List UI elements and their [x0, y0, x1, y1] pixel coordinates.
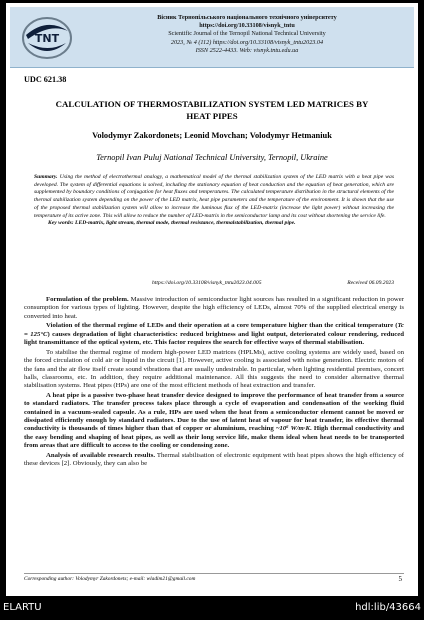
formula-critical-temp: Tc = 125°C — [24, 322, 404, 338]
handle-label: hdl:lib/43664 — [355, 602, 421, 613]
university-logo-icon — [20, 15, 74, 61]
keywords-text: LED-matrix, light stream, thermal mode, thermal resistance, thermalstabilization, thermal pipe. — [75, 220, 296, 227]
journal-doi-link[interactable]: https://doi.org/10.33108/visnyk_tntu — [199, 22, 295, 30]
keywords-label: Key words: — [48, 220, 74, 227]
repository-label: ELARTU — [3, 602, 42, 613]
article-affiliation: Ternopil Ivan Puluj National Technical University, Ternopil, Ukraine — [96, 153, 328, 162]
paragraph-formulation: Formulation of the problem. Massive introduction of semiconductor light sources has resulted in a significant reduction in power consumption for various types of lighting. However, despite the high efficiency of LEDs, almost 70% of the supplied electrical energy is converted into heat. — [24, 296, 404, 320]
paragraph-analysis: Analysis of available research results. Thermal stabilisation of electronic equipment with heat pipes shows the high efficiency of these devices [2]. Obviously, they can also be — [24, 451, 405, 468]
page-footer — [24, 576, 404, 586]
received-date: Received 06.09.2023 — [347, 280, 394, 286]
paragraph-heat-pipe: A heat pipe is a passive two-phase heat transfer device designed to improve the performance of heat transfer from a source to standard radiators. The transfer process takes place through a cycle of evaporation and condensation of the working fluid contained in a vacuum-sealed capsule. As a rule, HPs are used when the heat from a semiconductor element cannot be moved or dissipated efficiently enough by standard radiators. Due to the use of latent heat of vapour for heat transfer, its effective thermal conductivity is thousands of times higher than that of copper or aluminium, reaching ~10⁶ W/m·K. High thermal conductivity and the easy bending and shaping of heat pipes, as well as their long service life, make them ideal when heat needs to be transported from areas that are difficult to access to the cooling or condensing zone. — [24, 392, 404, 449]
article-meta — [34, 280, 394, 290]
abstract-label: Summary. — [34, 174, 58, 180]
article-body — [24, 296, 404, 470]
journal-title-en: Scientific Journal of the Ternopil National Technical University — [168, 30, 326, 38]
journal-title-ua: Вісник Тернопільського національного технічного університету — [157, 14, 337, 21]
article-doi-link[interactable]: https://doi.org/10.33108/visnyk_tntu2023.04.005 — [152, 280, 262, 286]
article-authors: Volodymyr Zakordonets; Leonid Movchan; Volodymyr Hetmaniuk — [92, 131, 332, 140]
corresponding-author: Corresponding author: Volodymyr Zakordonets; e-mail: wladim21@gmail.com — [24, 576, 196, 582]
paragraph-violation: Violation of the thermal regime of LEDs and their operation at a core temperature higher than the critical temperature (Tc = 125°C) causes degradation of light characteristics: reduced brightness and light output, deteriorated colour rendering, reduced light transmittance of the optical system, etc. This factor requires the search for effective ways of thermal stabilisation. — [24, 322, 404, 347]
section-heading-analysis: Analysis of available research results. — [46, 451, 156, 459]
journal-header-text — [82, 14, 412, 55]
issn-web: ISSN 2522-4433. Web: visnyk.tntu.edu.ua — [195, 46, 299, 54]
paragraph-active-cooling: To stabilise the thermal regime of modern high-power LED matrices (HPLMs), active cooling systems are widely used, based on the forced circulation of cold air or liquid in the circuit [1]. However, active cooling is associated with noise generation. Electric motors of the fans and the air flow itself create sound vibrations that are usually undesirable. In particular, when lighting residential premises, concert halls, classrooms, etc. In addition, they require additional maintenance. All this suggests the need to consider alternative thermal stabilisation systems. Heat pipes (HPs) are one of the most efficient methods of heat extraction and transfer. — [24, 348, 404, 390]
article-page — [6, 3, 418, 596]
article-title: CALCULATION OF THERMOSTABILIZATION SYSTEM LED MATRICES BY HEAT PIPES — [55, 99, 369, 121]
udc-code: UDC 621.38 — [24, 75, 67, 84]
footer-divider — [24, 573, 404, 574]
section-heading-formulation: Formulation of the problem. — [46, 296, 129, 303]
page-number: 5 — [398, 575, 402, 583]
svg-text:TNT: TNT — [34, 32, 60, 45]
journal-header — [10, 7, 414, 68]
abstract-text: Using the method of electrothermal analogy, a mathematical model of the thermal stabilization system of the LED matrix with a heat pipe was developed. The system of differential equations is solved, including the stationary equation of heat conduction and the equation of heat generation, which are supplemented by boundary conditions of conjugation for heat fluxes and temperatures. The calculated temperature distribution in the structural elements of the thermal stabilization system depending on the power of the LED matrix, heat pipe parameters and the temperature of the environment. It is shown that the use of the proposed thermal stabilization system will allow to increase the luminous flux of the LED-matrix (increase the light power) without increasing the temperature of its active zone. This will allow to reduce the number of LED-matrix in the semiconductor lamp and its cost without shortening the service life. — [34, 174, 394, 219]
abstract — [34, 174, 394, 228]
issue-info: 2023, № 4 (112) https://doi.org/10.33108/visnyk_tntu2023.04 — [170, 38, 324, 46]
formula-conductivity: 10⁶ W/m·K — [279, 425, 310, 433]
